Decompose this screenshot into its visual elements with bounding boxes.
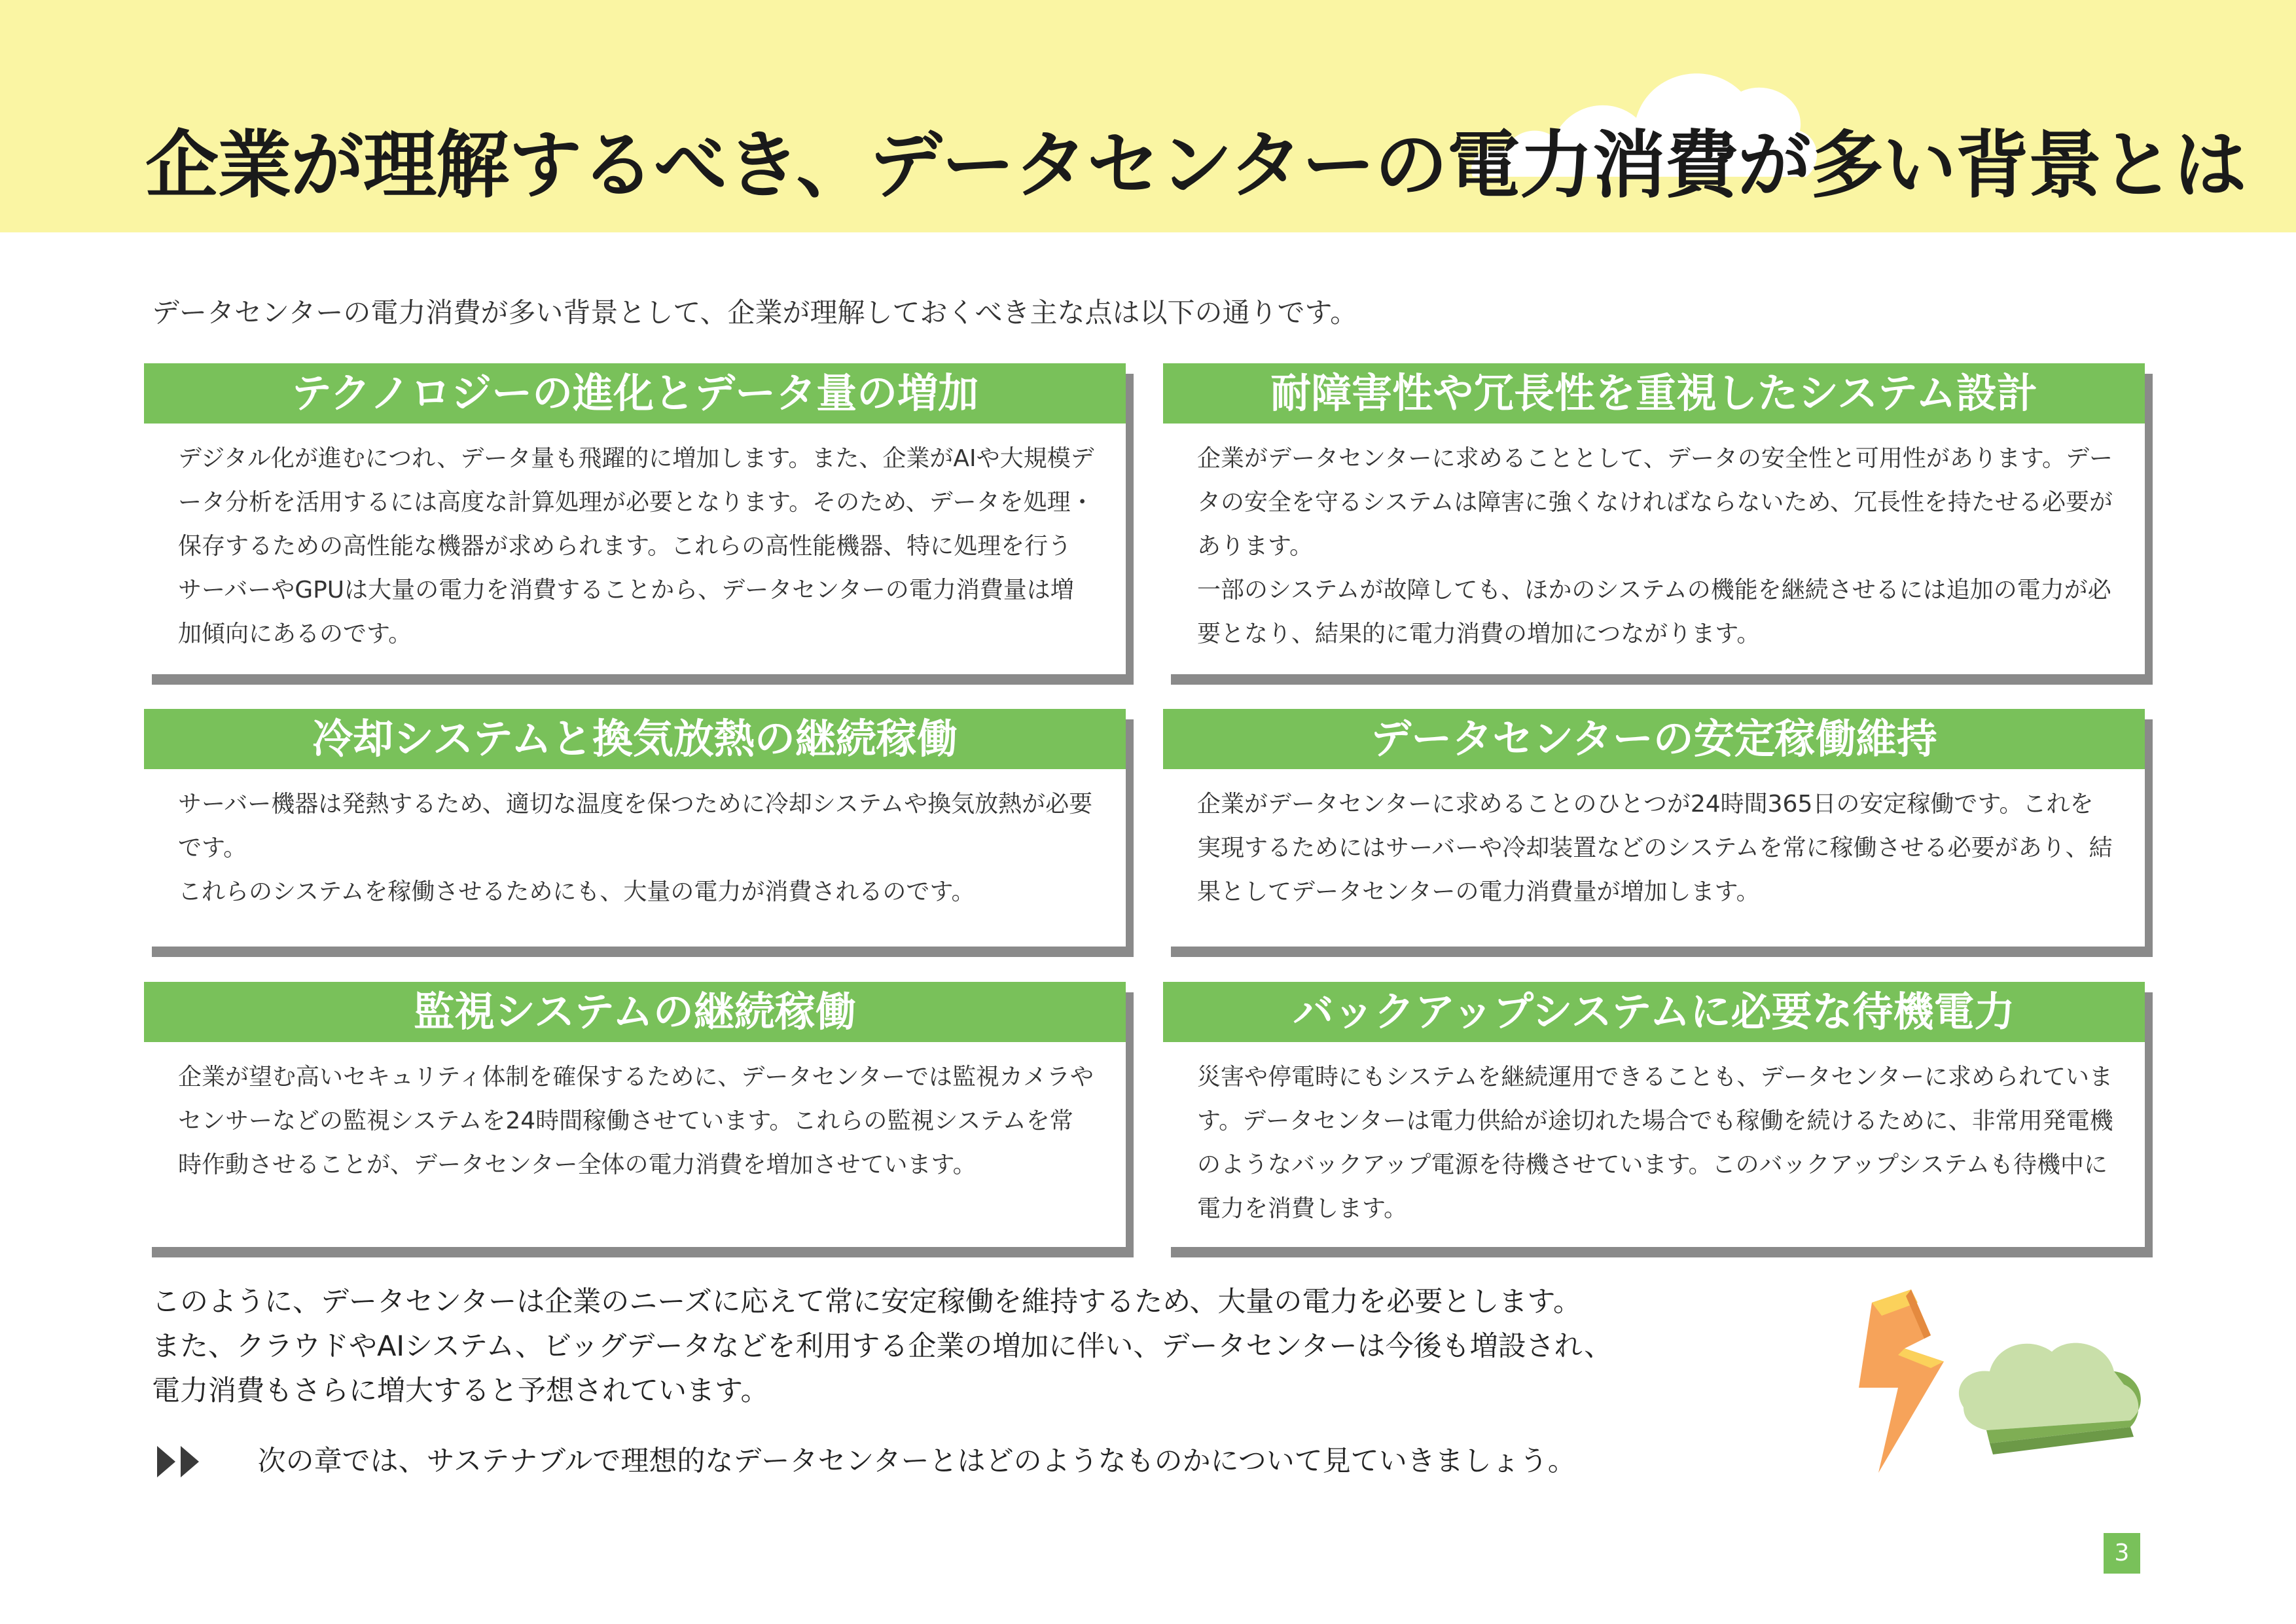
card-redundancy-design [1163, 363, 2145, 674]
double-chevron-right-icon [157, 1446, 209, 1477]
card-backup-standby-power [1163, 982, 2145, 1247]
card-paragraph: 企業がデータセンターに求めることのひとつが24時間365日の安定稼働です。これを実現するためにはサーバーや冷却装置などのシステムを常に稼働させる必要があり、結果としてデータセンターの電力消費量が増加します。 [1197, 791, 2113, 905]
next-chapter-text: 次の章では、サステナブルで理想的なデータセンターとはどのようなものかについて見ていきましょう。 [257, 1445, 1576, 1478]
illustration [1833, 1290, 2160, 1486]
page-number: 3 [2104, 1533, 2140, 1574]
card-paragraph: サーバー機器は発熱するため、適切な温度を保つために冷却システムや換気放熱が必要です。 [178, 791, 1093, 861]
card-title: 耐障害性や冗長性を重視したシステム設計 [1163, 363, 2145, 424]
card-monitoring-systems [144, 982, 1126, 1247]
card-body [144, 1042, 1126, 1187]
summary-line: このように、データセンターは企業のニーズに応えて常に安定稼働を維持するため、大量の電力を必要とします。 [152, 1286, 1581, 1318]
page-title: 企業が理解するべき、データセンターの電力消費が多い背景とは [145, 123, 2247, 208]
summary-line: また、クラウドやAIシステム、ビッグデータなどを利用する企業の増加に伴い、データセンターは今後も増設され、 [152, 1330, 1613, 1363]
card-title: 監視システムの継続稼働 [144, 982, 1126, 1042]
card-paragraph: これらのシステムを稼働させるためにも、大量の電力が消費されるのです。 [178, 878, 975, 905]
card-paragraph: 一部のシステムが故障しても、ほかのシステムの機能を継続させるには追加の電力が必要となり、結果的に電力消費の増加につながります。 [1197, 577, 2111, 647]
card-paragraph: 災害や停電時にもシステムを継続運用できることも、データセンターに求められています。データセンターは電力供給が途切れた場合でも稼働を続けるために、非常用発電機のようなバックアップ電源を待機させています。このバックアップシステムも待機中に電力を消費します。 [1197, 1064, 2113, 1222]
lightning-icon [1859, 1290, 1944, 1473]
intro-text: データセンターの電力消費が多い背景として、企業が理解しておくべき主な点は以下の通りです。 [152, 297, 1358, 329]
card-body [144, 424, 1126, 656]
next-chapter-note [157, 1439, 1859, 1483]
card-technology-growth [144, 363, 1126, 674]
card-cooling-systems [144, 709, 1126, 947]
card-body [1163, 1042, 2145, 1231]
card-paragraph: 企業がデータセンターに求めることとして、データの安全性と可用性があります。データの安全を守るシステムは障害に強くなければならないため、冗長性を持たせる必要があります。 [1197, 445, 2113, 560]
card-title: データセンターの安定稼働維持 [1163, 709, 2145, 769]
card-body [144, 769, 1126, 914]
summary-line: 電力消費もさらに増大すると予想されています。 [152, 1375, 769, 1407]
card-body [1163, 424, 2145, 656]
cloud-icon [1959, 1343, 2141, 1454]
card-title: 冷却システムと換気放熱の継続稼働 [144, 709, 1126, 769]
card-title: バックアップシステムに必要な待機電力 [1163, 982, 2145, 1042]
summary-text [152, 1280, 1801, 1413]
card-body [1163, 769, 2145, 914]
card-paragraph: 企業が望む高いセキュリティ体制を確保するために、データセンターでは監視カメラやセンサーなどの監視システムを24時間稼働させています。これらの監視システムを常時作動させることが、データセンター全体の電力消費を増加させています。 [178, 1064, 1094, 1178]
card-stable-operation [1163, 709, 2145, 947]
card-title: テクノロジーの進化とデータ量の増加 [144, 363, 1126, 424]
card-paragraph: デジタル化が進むにつれ、データ量も飛躍的に増加します。また、企業がAIや大規模データ分析を活用するには高度な計算処理が必要となります。そのため、データを処理・保存するための高性能な機器が求められます。これらの高性能機器、特に処理を行うサーバーやGPUは大量の電力を消費することから、データセンターの電力消費量は増加傾向にあるのです。 [178, 445, 1094, 647]
